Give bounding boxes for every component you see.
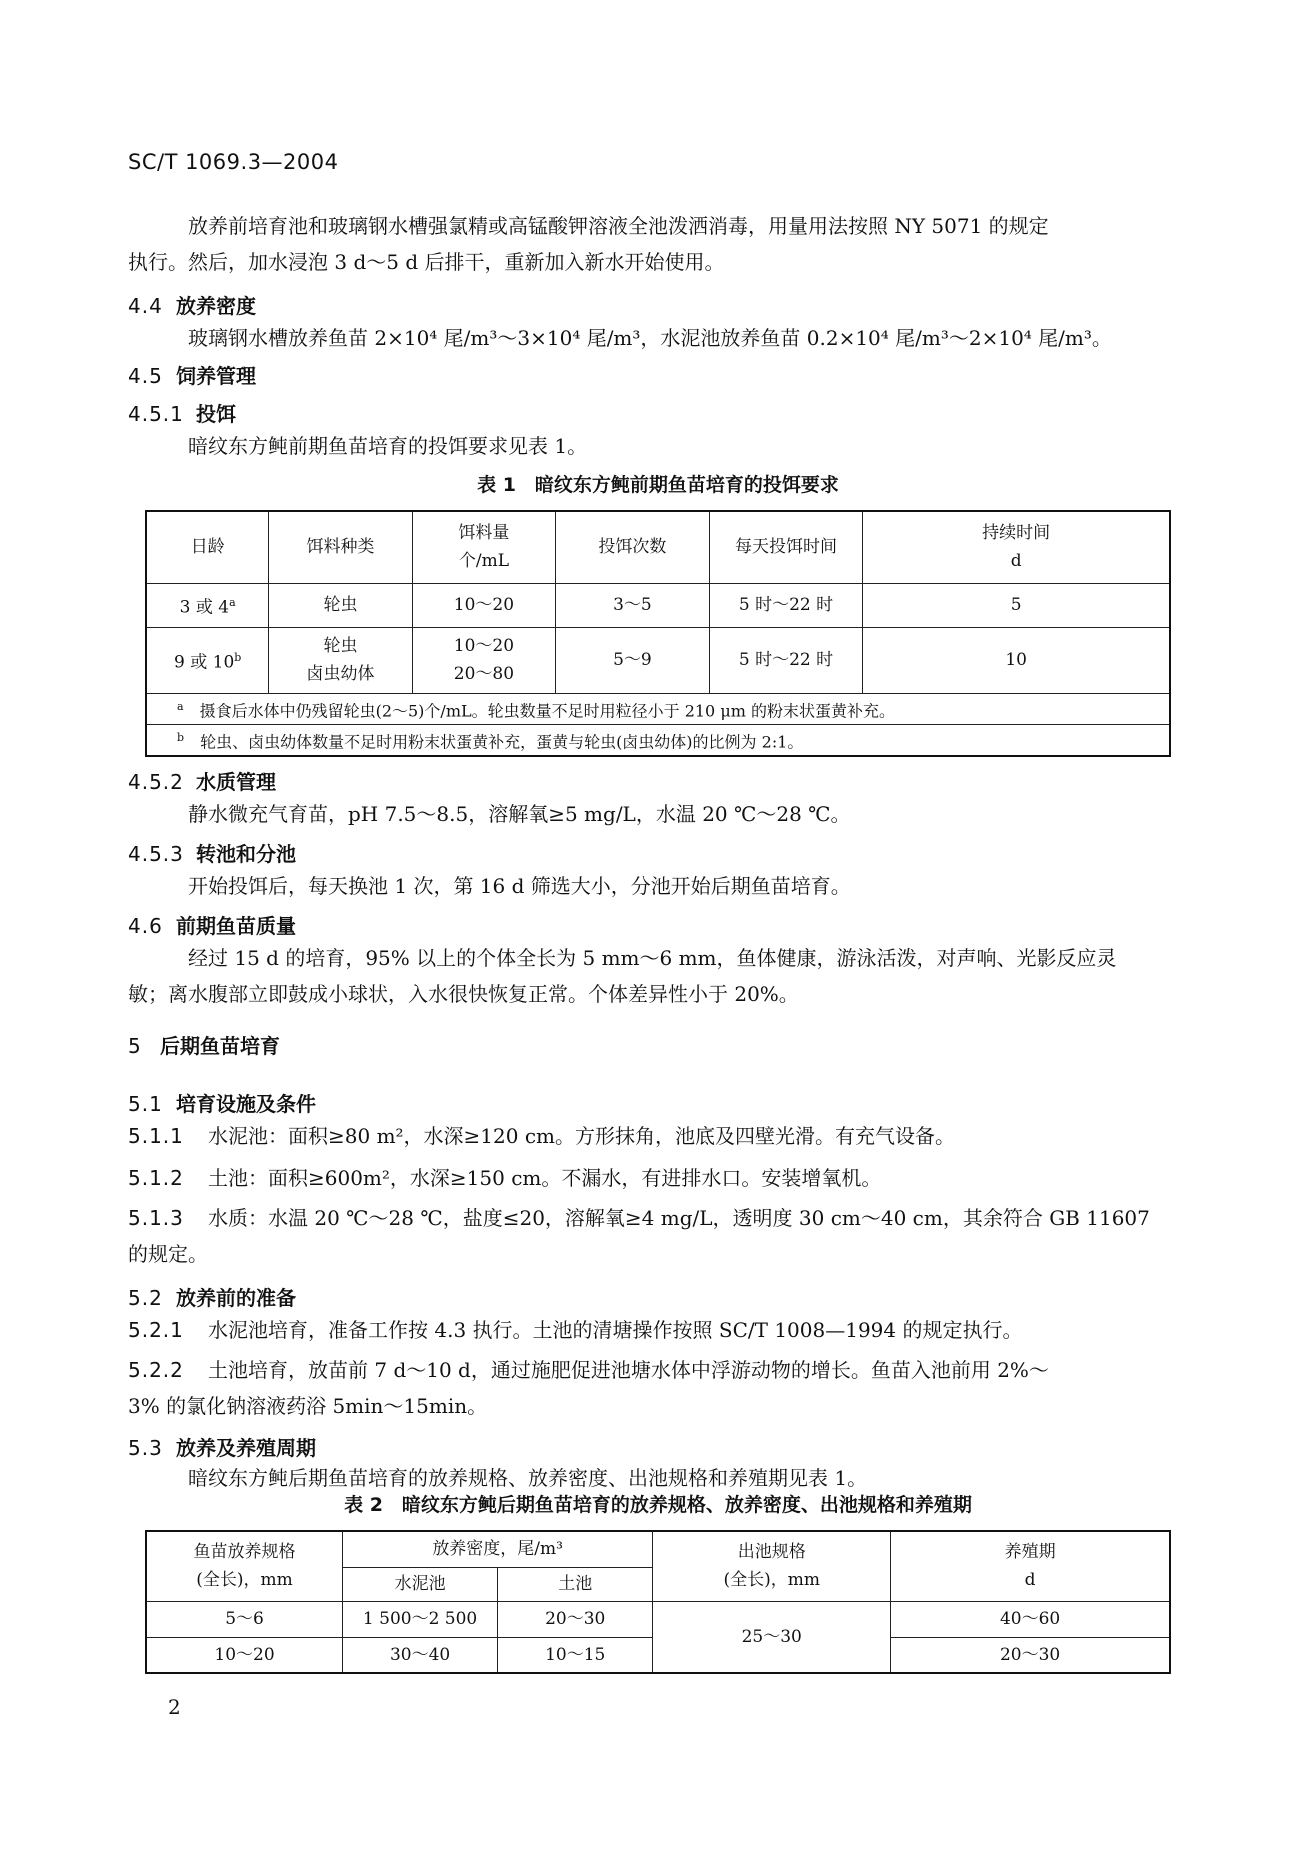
table-2-caption: 表 2 暗纹东方鲀后期鱼苗培育的放养规格、放养密度、出池规格和养殖期 [344,1494,972,1516]
section-4-6-heading: 4.6 前期鱼苗质量 [128,914,296,938]
section-5-1-heading: 5.1 培育设施及条件 [128,1092,316,1116]
section-5-2-2: 5.2.2 土池培育，放苗前 7 d～10 d，通过施肥促进池塘水体中浮游动物的增长。鱼苗入池前用 2%～ 3% 的氯化钠溶液药浴 5min～15min。 [128,1358,1049,1418]
section-4-5-1-heading: 4.5.1 投饵 [128,402,236,426]
section-5-3-heading: 5.3 放养及养殖周期 [128,1436,316,1460]
t1-r2-duration: 10 [863,627,1170,693]
t1-h-times: 投饵次数 [556,511,710,583]
page-number: 2 [168,1695,181,1719]
t2-h-spec: 鱼苗放养规格 (全长)，mm [146,1531,343,1601]
section-4-5-3-text: 开始投饵后，每天换池 1 次，第 16 d 筛选大小，分池开始后期鱼苗培育。 [188,874,851,898]
t1-h-hours: 每天投饵时间 [709,511,863,583]
section-5-2-heading: 5.2 放养前的准备 [128,1286,296,1310]
section-5-2-1: 5.2.1 水泥池培育，准备工作按 4.3 执行。土池的清塘操作按照 SC/T 1008—1994 的规定执行。 [128,1318,1023,1342]
t1-r2-times: 5～9 [556,627,710,693]
t2-h-out: 出池规格 (全长)，mm [653,1531,891,1601]
t2-r1-cement: 1 500～2 500 [343,1601,498,1637]
section-5-1-3: 5.1.3 水质：水温 20 ℃～28 ℃，盐度≤20，溶解氧≥4 mg/L，透明度 30 cm～40 cm，其余符合 GB 11607 的规定。 [128,1206,1150,1266]
t2-r1-period: 40～60 [891,1601,1170,1637]
t1-r2-feed: 轮虫 卤虫幼体 [269,627,412,693]
t2-out: 25～30 [653,1601,891,1673]
t1-h-feed: 饵料种类 [269,511,412,583]
intro-paragraph [128,208,1188,280]
t2-r2-earth: 10～15 [498,1637,653,1673]
document-code: SC/T 1069.3—2004 [128,150,339,174]
section-4-5-2-heading: 4.5.2 水质管理 [128,770,276,794]
section-4-5-3-heading: 4.5.3 转池和分池 [128,842,296,866]
section-4-5-heading: 4.5 饲养管理 [128,364,256,388]
t1-r1-amount: 10～20 [412,583,555,627]
t2-h-cement: 水泥池 [343,1567,498,1601]
table-2 [145,1530,1171,1674]
t1-r1-hours: 5 时～22 时 [709,583,863,627]
section-5-heading: 5 后期鱼苗培育 [128,1034,280,1058]
t2-h-density: 放养密度，尾/m³ [343,1531,653,1567]
t2-h-period: 养殖期 d [891,1531,1170,1601]
section-5-1-1: 5.1.1 水泥池：面积≥80 m²，水深≥120 cm。方形抹角，池底及四壁光滑。有充气设备。 [128,1124,956,1148]
table-1-caption: 表 1 暗纹东方鲀前期鱼苗培育的投饵要求 [477,474,839,496]
t1-r1-feed: 轮虫 [269,583,412,627]
table-row [146,627,1170,693]
section-5-1-2: 5.1.2 土池：面积≥600m²，水深≥150 cm。不漏水，有进排水口。安装增氧机。 [128,1166,882,1190]
t2-r1-spec: 5～6 [146,1601,343,1637]
t2-r1-earth: 20～30 [498,1601,653,1637]
t1-h-duration: 持续时间 d [863,511,1170,583]
section-5-3-text: 暗纹东方鲀后期鱼苗培育的放养规格、放养密度、出池规格和养殖期见表 1。 [188,1466,868,1490]
section-4-5-1-text: 暗纹东方鲀前期鱼苗培育的投饵要求见表 1。 [188,434,588,458]
table-1-note-b: $^b$ 轮虫、卤虫幼体数量不足时用粉末状蛋黄补充，蛋黄与轮虫(卤虫幼体)的比例为 2:1。 [146,724,1170,756]
table-1-header-row [146,511,1170,583]
t1-h-amount: 饵料量 个/mL [412,511,555,583]
intro-line-2: 执行。然后，加水浸泡 3 d～5 d 后排干，重新加入新水开始使用。 [128,250,725,274]
t1-r2-age: 9 或 10$^b$ [146,627,269,693]
section-4-6-text: 经过 15 d 的培育，95% 以上的个体全长为 5 mm～6 mm，鱼体健康，游泳活泼，对声响、光影反应灵 敏；离水腹部立即鼓成小球状，入水很快恢复正常。个体差异性小于 20%。 [128,946,1117,1006]
t1-r2-amount: 10～20 20～80 [412,627,555,693]
table-1-note-a: $^a$ 摄食后水体中仍残留轮虫(2～5)个/mL。轮虫数量不足时用粒径小于 210 μm 的粉末状蛋黄补充。 [146,693,1170,724]
table-1 [145,510,1171,757]
t2-r2-period: 20～30 [891,1637,1170,1673]
section-4-4-text: 玻璃钢水槽放养鱼苗 2×10⁴ 尾/m³～3×10⁴ 尾/m³，水泥池放养鱼苗 0.2×10⁴ 尾/m³～2×10⁴ 尾/m³。 [188,326,1112,350]
t2-h-earth: 土池 [498,1567,653,1601]
section-4-4-heading: 4.4 放养密度 [128,294,256,318]
t1-r1-times: 3～5 [556,583,710,627]
table-row [146,1601,1170,1637]
section-4-5-2-text: 静水微充气育苗，pH 7.5～8.5，溶解氧≥5 mg/L，水温 20 ℃～28 ℃。 [188,802,851,826]
intro-line-1: 放养前培育池和玻璃钢水槽强氯精或高锰酸钾溶液全池泼洒消毒，用量用法按照 NY 5071 的规定 [188,214,1049,238]
t1-r1-duration: 5 [863,583,1170,627]
t1-r2-hours: 5 时～22 时 [709,627,863,693]
t1-h-age: 日龄 [146,511,269,583]
t1-r1-age: 3 或 4$^a$ [146,583,269,627]
table-row [146,583,1170,627]
table-2-header-row-1 [146,1531,1170,1567]
t2-r2-spec: 10～20 [146,1637,343,1673]
t2-r2-cement: 30～40 [343,1637,498,1673]
